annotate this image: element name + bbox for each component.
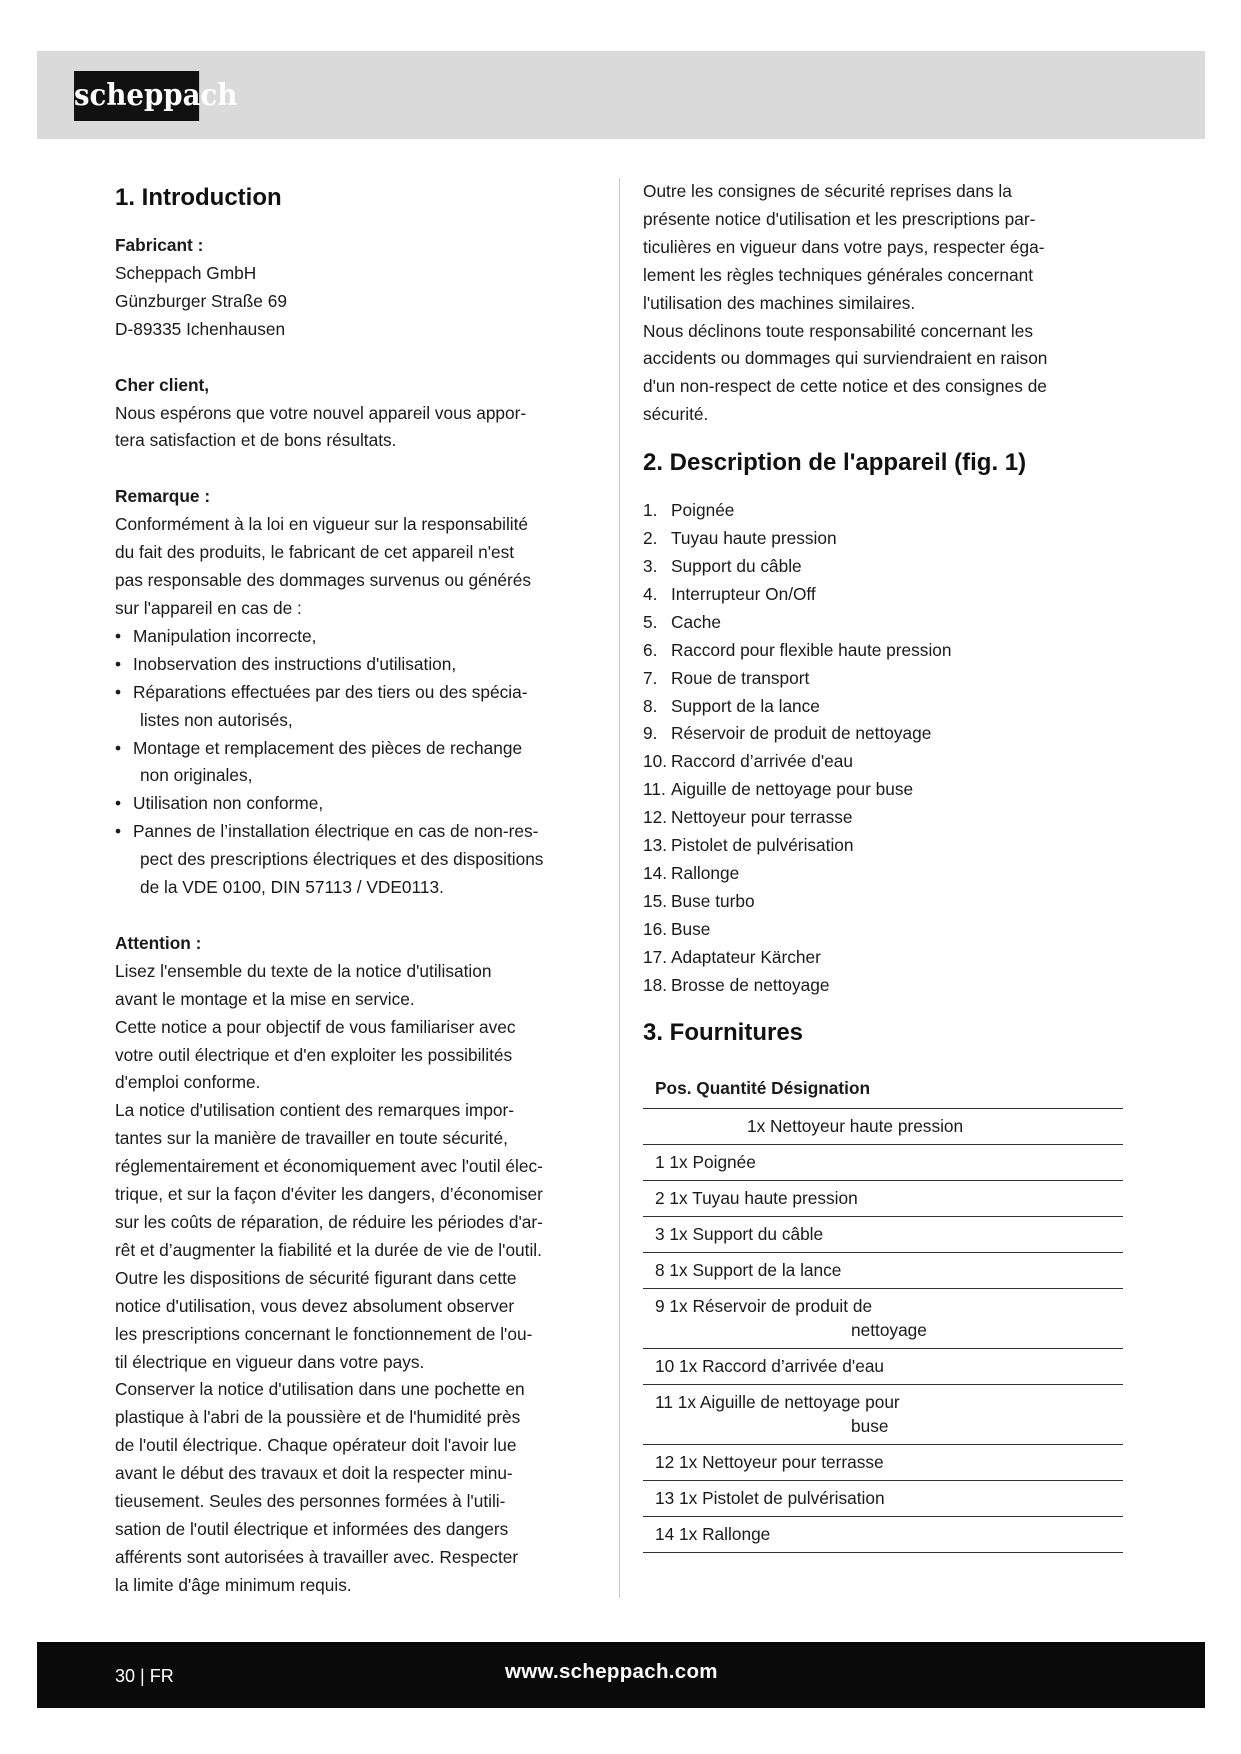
section-title-introduction: 1. Introduction — [115, 184, 282, 211]
part-number: 8. — [643, 695, 658, 716]
bullet-text: Inobservation des instructions d'utilisation, — [133, 653, 457, 674]
part-item — [643, 525, 1129, 553]
part-item — [643, 609, 1129, 637]
address-line: D-89335 Ichenhausen — [115, 318, 286, 339]
part-item — [643, 497, 1129, 525]
row-text: 10 1x Raccord d’arrivée d'eau — [655, 1356, 885, 1377]
text-line: réglementairement et économiquement avec l'outil élec- — [115, 1156, 543, 1177]
text-line: trique, et sur la façon d'éviter les dangers, d’économiser — [115, 1184, 543, 1205]
bullet-item — [115, 818, 602, 902]
part-label: Buse — [671, 918, 711, 939]
part-item — [643, 888, 1129, 916]
bullet-text: listes non autorisés, — [140, 709, 293, 730]
part-item — [643, 776, 1129, 804]
text-line: de l'outil électrique. Chaque opérateur doit l'avoir lue — [115, 1435, 517, 1456]
part-item — [643, 804, 1129, 832]
row-text: 1 1x Poignée — [655, 1152, 756, 1173]
table-row — [643, 1253, 1123, 1289]
part-number: 18. — [643, 974, 668, 995]
text-line: accidents ou dommages qui surviendraient en raison — [643, 348, 1048, 369]
text-line: afférents sont autorisées à travailler avec. Respecter — [115, 1546, 519, 1567]
table-row — [643, 1481, 1123, 1517]
part-item — [643, 748, 1129, 776]
part-label: Aiguille de nettoyage pour buse — [671, 779, 914, 800]
text-line: l'utilisation des machines similaires. — [643, 292, 916, 313]
part-number: 5. — [643, 611, 658, 632]
row-text: 2 1x Tuyau haute pression — [655, 1188, 858, 1209]
part-label: Raccord pour flexible haute pression — [671, 639, 952, 660]
row-text: 3 1x Support du câble — [655, 1224, 824, 1245]
part-number: 12. — [643, 807, 668, 828]
text-line: La notice d'utilisation contient des remarques impor- — [115, 1100, 515, 1121]
text-line: plastique à l'abri de la poussière et de l'humidité près — [115, 1407, 521, 1428]
bullet-item — [115, 735, 602, 791]
table-row — [643, 1289, 1123, 1349]
footer-band — [37, 1642, 1205, 1708]
address-line: Günzburger Straße 69 — [115, 290, 287, 311]
part-number: 14. — [643, 862, 668, 883]
address-line: Scheppach GmbH — [115, 262, 257, 283]
table-row — [643, 1217, 1123, 1253]
scheppach-logo: scheppach — [74, 71, 199, 121]
part-label: Support de la lance — [671, 695, 820, 716]
part-label: Adaptateur Kärcher — [671, 946, 821, 967]
row-text: 11 1x Aiguille de nettoyage pour — [655, 1392, 900, 1413]
part-label: Réservoir de produit de nettoyage — [671, 723, 932, 744]
part-number: 9. — [643, 723, 658, 744]
text-line: notice d'utilisation, vous devez absolument observer — [115, 1295, 515, 1316]
page-number: 30 | FR — [115, 1666, 174, 1686]
table-row — [643, 1445, 1123, 1481]
section-title-description: 2. Description de l'appareil (fig. 1) — [643, 449, 1027, 477]
part-label: Brosse de nettoyage — [671, 974, 830, 995]
part-item — [643, 916, 1129, 944]
text-line: présente notice d'utilisation et les prescriptions par- — [643, 208, 1036, 229]
table-row — [643, 1385, 1123, 1445]
part-number: 15. — [643, 890, 668, 911]
text-line: sation de l'outil électrique et informées des dangers — [115, 1518, 509, 1539]
bullet-item — [115, 651, 602, 679]
text-line: Nous déclinons toute responsabilité concernant les — [643, 320, 1034, 341]
part-label: Support du câble — [671, 555, 802, 576]
part-item — [643, 860, 1129, 888]
column-divider — [619, 178, 620, 1598]
header-band — [37, 51, 1205, 139]
text-line: la limite d'âge minimum requis. — [115, 1574, 352, 1595]
part-item — [643, 637, 1129, 665]
bullet-text: Utilisation non conforme, — [133, 793, 324, 814]
attention-label: Attention : — [115, 932, 202, 953]
text-line: avant le montage et la mise en service. — [115, 988, 415, 1009]
part-label: Nettoyeur pour terrasse — [671, 807, 853, 828]
text-line: sur les coûts de réparation, de réduire les périodes d'ar- — [115, 1212, 543, 1232]
part-number: 1. — [643, 500, 658, 521]
manufacturer-label: Fabricant : — [115, 235, 204, 255]
bullet-text: Manipulation incorrecte, — [133, 625, 317, 646]
text-line: d'un non-respect de cette notice et des consignes de — [643, 376, 1047, 397]
part-item — [643, 581, 1129, 609]
table-row — [643, 1109, 1123, 1145]
text-line: avant le début des travaux et doit la respecter minu- — [115, 1463, 513, 1484]
text-line: Nous espérons que votre nouvel appareil vous appor- — [115, 402, 527, 423]
bullet-item — [115, 790, 602, 818]
text-line: sur l'appareil en cas de : — [115, 597, 302, 618]
bullet-text: Montage et remplacement des pièces de rechange — [133, 737, 523, 758]
bullet-text: pect des prescriptions électriques et des dispositions — [140, 849, 544, 870]
row-text: 9 1x Réservoir de produit de — [655, 1296, 873, 1317]
text-line: Conserver la notice d'utilisation dans une pochette en — [115, 1379, 525, 1400]
safety-paragraph — [643, 178, 1129, 429]
part-number: 16. — [643, 918, 668, 939]
bullet-text: de la VDE 0100, DIN 57113 / VDE0113. — [140, 877, 444, 898]
part-label: Rallonge — [671, 862, 740, 883]
table-row — [643, 1145, 1123, 1181]
text-line: Outre les consignes de sécurité reprises dans la — [643, 181, 1012, 201]
part-item — [643, 553, 1129, 581]
part-label: Pistolet de pulvérisation — [671, 835, 854, 856]
row-text: 14 1x Rallonge — [655, 1524, 771, 1545]
row-text-continued: nettoyage — [851, 1320, 927, 1341]
part-item — [643, 665, 1129, 693]
part-label: Buse turbo — [671, 890, 755, 911]
part-number: 17. — [643, 946, 668, 967]
supplies-table — [643, 1075, 1123, 1553]
part-number: 11. — [643, 779, 666, 800]
right-column — [643, 178, 1129, 1553]
part-number: 2. — [643, 528, 658, 549]
text-line: Cette notice a pour objectif de vous familiariser avec — [115, 1016, 516, 1037]
text-line: tera satisfaction et de bons résultats. — [115, 430, 397, 451]
bullet-item — [115, 679, 602, 735]
liability-bullet-list — [115, 623, 602, 902]
text-line: tieusement. Seules des personnes formées à l'utili- — [115, 1491, 506, 1512]
part-number: 4. — [643, 583, 658, 604]
text-line: til électrique en vigueur dans votre pays. — [115, 1351, 425, 1372]
manufacturer-address — [115, 260, 602, 344]
text-line: d'emploi conforme. — [115, 1072, 261, 1093]
table-row — [643, 1349, 1123, 1385]
text-line: rêt et d’augmenter la fiabilité et la durée de vie de l'outil. — [115, 1239, 542, 1260]
bullet-text: Réparations effectuées par des tiers ou des spécia- — [133, 681, 528, 702]
row-text: 8 1x Support de la lance — [655, 1260, 842, 1281]
row-text: 1x Nettoyeur haute pression — [747, 1116, 964, 1137]
section-title-supplies: 3. Fournitures — [643, 1019, 804, 1047]
part-number: 7. — [643, 667, 658, 688]
text-line: tantes sur la manière de travailler en toute sécurité, — [115, 1128, 508, 1149]
attention-paragraph — [115, 958, 602, 1600]
part-item — [643, 720, 1129, 748]
part-number: 10. — [643, 751, 668, 772]
supplies-table-header: Pos. Quantité Désignation — [643, 1075, 1123, 1109]
part-item — [643, 944, 1129, 972]
part-label: Interrupteur On/Off — [671, 583, 816, 604]
text-line: ticulières en vigueur dans votre pays, respecter éga- — [643, 236, 1045, 257]
part-item — [643, 832, 1129, 860]
part-number: 13. — [643, 835, 668, 856]
row-text: 12 1x Nettoyeur pour terrasse — [655, 1452, 884, 1473]
part-label: Poignée — [671, 500, 735, 521]
client-paragraph — [115, 400, 602, 456]
remark-paragraph — [115, 511, 602, 623]
part-label: Raccord d’arrivée d'eau — [671, 751, 853, 772]
row-text: 13 1x Pistolet de pulvérisation — [655, 1488, 885, 1509]
text-line: Conformément à la loi en vigueur sur la responsabilité — [115, 514, 529, 535]
part-number: 3. — [643, 555, 658, 576]
remark-label: Remarque : — [115, 486, 211, 507]
part-item — [643, 972, 1129, 1000]
bullet-item — [115, 623, 602, 651]
text-line: sécurité. — [643, 404, 709, 425]
client-label: Cher client, — [115, 374, 210, 395]
part-item — [643, 693, 1129, 721]
table-row — [643, 1181, 1123, 1217]
text-line: votre outil électrique et d'en exploiter les possibilités — [115, 1044, 513, 1065]
text-line: Lisez l'ensemble du texte de la notice d'utilisation — [115, 960, 492, 981]
text-line: du fait des produits, le fabricant de cet appareil n'est — [115, 542, 515, 563]
table-row — [643, 1517, 1123, 1553]
left-column — [115, 178, 602, 1600]
text-line: lement les règles techniques générales concernant — [643, 264, 1034, 285]
part-number: 6. — [643, 639, 658, 660]
text-line: Outre les dispositions de sécurité figurant dans cette — [115, 1267, 517, 1288]
website-link[interactable]: www.scheppach.com — [505, 1660, 718, 1683]
parts-list — [643, 497, 1129, 999]
part-label: Roue de transport — [671, 667, 810, 688]
text-line: les prescriptions concernant le fonctionnement de l'ou- — [115, 1323, 533, 1344]
bullet-text: Pannes de l’installation électrique en cas de non-res- — [133, 821, 539, 842]
row-text-continued: buse — [851, 1416, 889, 1437]
text-line: pas responsable des dommages survenus ou générés — [115, 570, 531, 591]
part-label: Tuyau haute pression — [671, 528, 837, 549]
part-label: Cache — [671, 611, 721, 632]
bullet-text: non originales, — [140, 765, 253, 786]
